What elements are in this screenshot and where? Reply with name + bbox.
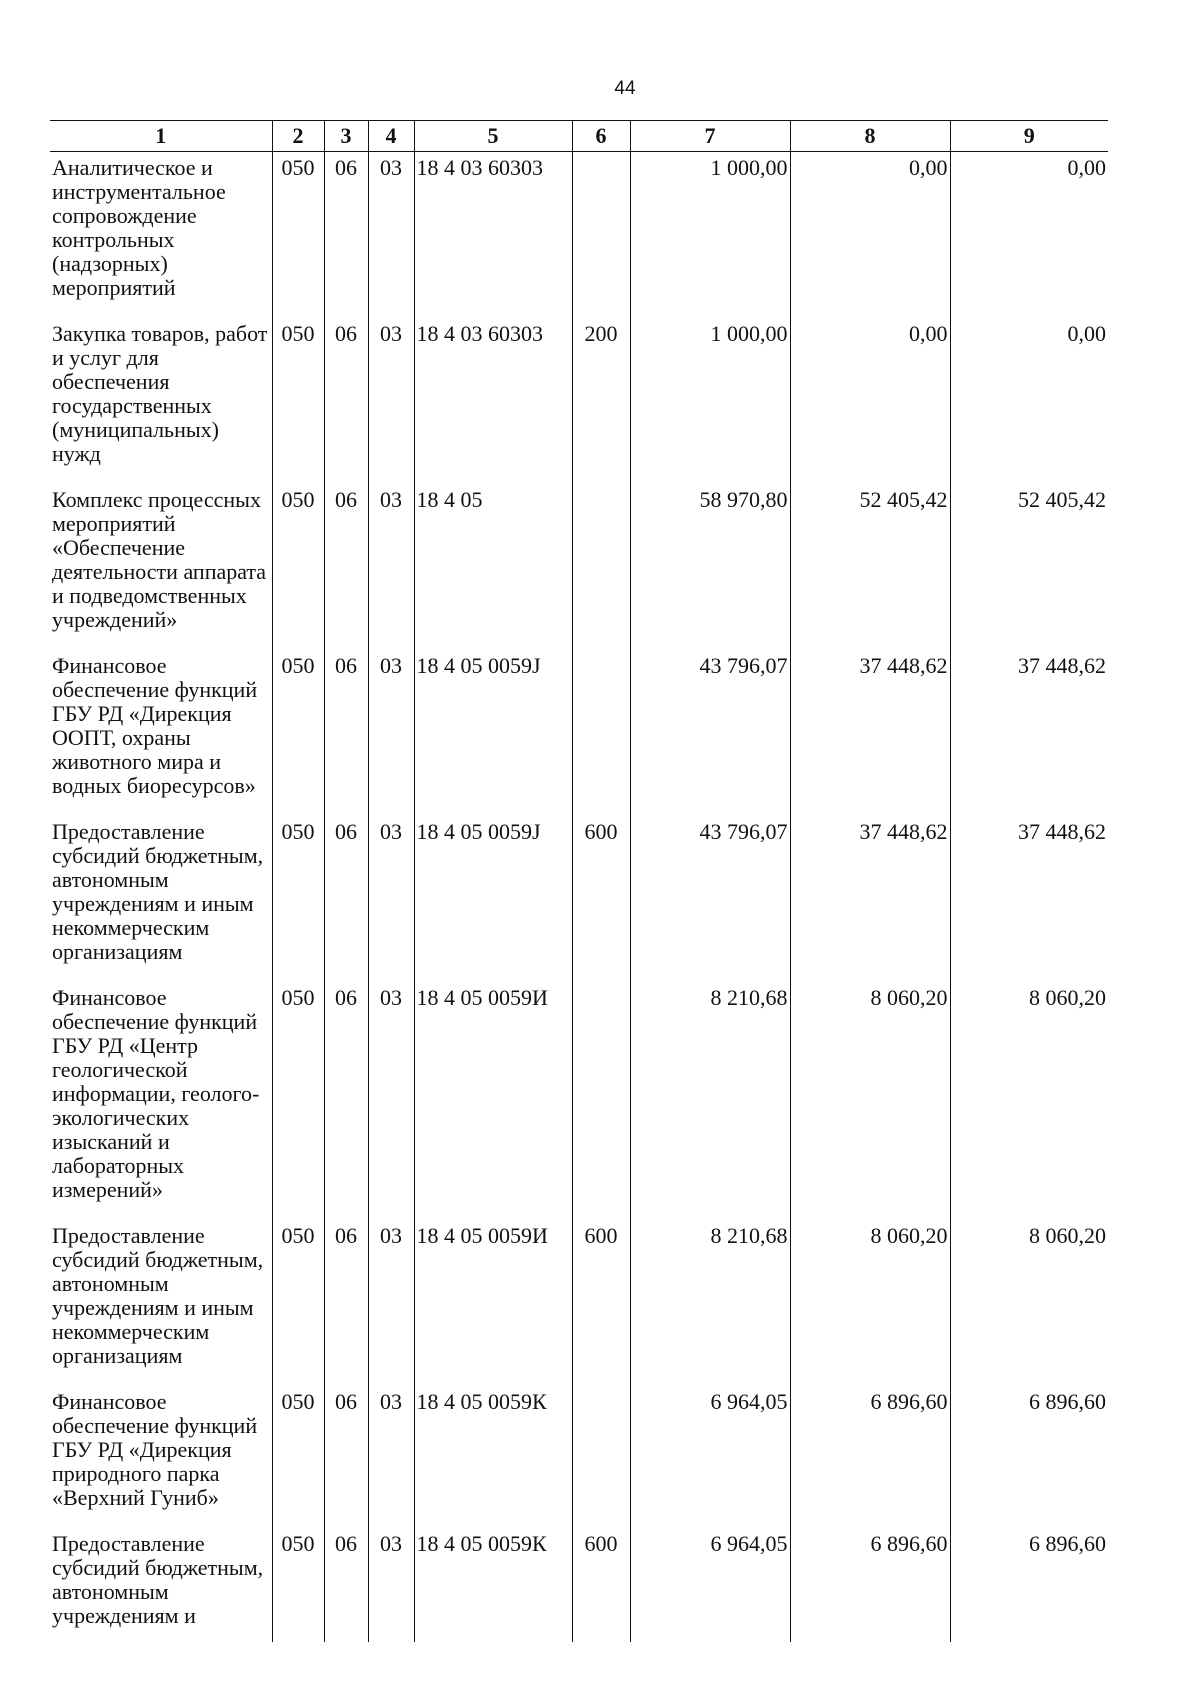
row-col-4: 03	[368, 1386, 414, 1528]
row-col-3: 06	[324, 152, 368, 319]
table-row	[50, 650, 1108, 816]
header-cell-7: 7	[630, 121, 790, 152]
row-name: Комплекс процессных мероприятий «Обеспечение деятельности аппарата и подведомственных учреждений»	[52, 487, 267, 632]
table-row	[50, 1386, 1108, 1528]
row-col-4: 03	[368, 816, 414, 982]
row-col-4: 03	[368, 982, 414, 1220]
row-col-5: 18 4 05	[414, 484, 572, 650]
row-name: Финансовое обеспечение функций ГБУ РД «Дирекция природного парка «Верхний Гуниб»	[52, 1389, 258, 1510]
header-cell-3: 3	[324, 121, 368, 152]
row-col-9: 52 405,42	[950, 484, 1108, 650]
row-col-2: 050	[272, 816, 324, 982]
header-cell-5: 5	[414, 121, 572, 152]
row-col-6	[572, 1386, 630, 1528]
row-col-9: 6 896,60	[950, 1386, 1108, 1528]
row-col-3: 06	[324, 1220, 368, 1386]
table-row	[50, 816, 1108, 982]
row-col-6	[572, 484, 630, 650]
row-col-4: 03	[368, 1220, 414, 1386]
row-col-5: 18 4 05 0059К	[414, 1386, 572, 1528]
row-name: Аналитическое и инструментальное сопровождение контрольных (надзорных) мероприятий	[52, 155, 226, 300]
row-col-7: 6 964,05	[630, 1386, 790, 1528]
table-row	[50, 1220, 1108, 1386]
row-col-2: 050	[272, 152, 324, 319]
row-col-3: 06	[324, 650, 368, 816]
header-cell-2: 2	[272, 121, 324, 152]
row-col-2: 050	[272, 484, 324, 650]
row-col-4: 03	[368, 1528, 414, 1642]
row-col-9: 0,00	[950, 152, 1108, 319]
budget-table	[50, 120, 1108, 1642]
row-col-5: 18 4 05 0059К	[414, 1528, 572, 1642]
row-col-9: 37 448,62	[950, 650, 1108, 816]
row-col-6	[572, 982, 630, 1220]
row-col-8: 37 448,62	[790, 816, 950, 982]
row-col-7: 58 970,80	[630, 484, 790, 650]
row-col-6	[572, 650, 630, 816]
row-col-2: 050	[272, 982, 324, 1220]
row-col-9: 8 060,20	[950, 1220, 1108, 1386]
row-col-6: 200	[572, 318, 630, 484]
row-col-6: 600	[572, 1528, 630, 1642]
row-col-8: 8 060,20	[790, 982, 950, 1220]
table-row	[50, 982, 1108, 1220]
row-col-8: 52 405,42	[790, 484, 950, 650]
row-col-4: 03	[368, 152, 414, 319]
row-name: Предоставление субсидий бюджетным, автономным учреждениям и иным некоммерческим организациям	[52, 819, 264, 964]
row-col-2: 050	[272, 1220, 324, 1386]
row-col-2: 050	[272, 650, 324, 816]
header-cell-4: 4	[368, 121, 414, 152]
row-col-5: 18 4 03 60303	[414, 152, 572, 319]
row-col-7: 8 210,68	[630, 1220, 790, 1386]
row-col-7: 43 796,07	[630, 816, 790, 982]
row-col-3: 06	[324, 484, 368, 650]
table-row	[50, 152, 1108, 319]
row-col-6	[572, 152, 630, 319]
header-row	[50, 121, 1108, 152]
row-col-5: 18 4 05 0059J	[414, 816, 572, 982]
row-name: Предоставление субсидий бюджетным, автономным учреждениям и иным некоммерческим организациям	[52, 1223, 264, 1368]
row-col-5: 18 4 05 0059J	[414, 650, 572, 816]
header-cell-1: 1	[50, 121, 272, 152]
row-col-8: 0,00	[790, 152, 950, 319]
header-cell-8: 8	[790, 121, 950, 152]
table-row	[50, 318, 1108, 484]
row-col-2: 050	[272, 1528, 324, 1642]
row-col-9: 8 060,20	[950, 982, 1108, 1220]
row-col-3: 06	[324, 816, 368, 982]
row-name: Предоставление субсидий бюджетным, автономным учреждениям и	[52, 1531, 264, 1628]
row-col-2: 050	[272, 1386, 324, 1528]
row-col-7: 1 000,00	[630, 152, 790, 319]
row-col-7: 6 964,05	[630, 1528, 790, 1642]
row-col-5: 18 4 05 0059И	[414, 1220, 572, 1386]
page-number: 44	[614, 78, 636, 99]
row-col-8: 6 896,60	[790, 1386, 950, 1528]
row-col-6: 600	[572, 1220, 630, 1386]
row-col-8: 6 896,60	[790, 1528, 950, 1642]
table-row	[50, 484, 1108, 650]
row-col-9: 6 896,60	[950, 1528, 1108, 1642]
row-col-4: 03	[368, 484, 414, 650]
row-name: Закупка товаров, работ и услуг для обеспечения государственных (муниципальных) нужд	[52, 321, 268, 466]
row-col-5: 18 4 05 0059И	[414, 982, 572, 1220]
row-col-8: 0,00	[790, 318, 950, 484]
header-cell-9: 9	[950, 121, 1108, 152]
row-col-5: 18 4 03 60303	[414, 318, 572, 484]
header-cell-6: 6	[572, 121, 630, 152]
row-col-8: 8 060,20	[790, 1220, 950, 1386]
row-col-7: 8 210,68	[630, 982, 790, 1220]
row-col-3: 06	[324, 982, 368, 1220]
row-col-9: 37 448,62	[950, 816, 1108, 982]
row-col-3: 06	[324, 318, 368, 484]
row-col-6: 600	[572, 816, 630, 982]
row-col-8: 37 448,62	[790, 650, 950, 816]
row-col-3: 06	[324, 1386, 368, 1528]
row-col-2: 050	[272, 318, 324, 484]
row-col-7: 1 000,00	[630, 318, 790, 484]
row-name: Финансовое обеспечение функций ГБУ РД «Центр геологической информации, геолого-экологических изысканий и лабораторных измерений»	[52, 985, 260, 1202]
row-col-7: 43 796,07	[630, 650, 790, 816]
table-row	[50, 1528, 1108, 1642]
row-col-9: 0,00	[950, 318, 1108, 484]
row-col-4: 03	[368, 318, 414, 484]
row-name: Финансовое обеспечение функций ГБУ РД «Дирекция ООПТ, охраны животного мира и водных биоресурсов»	[52, 653, 258, 798]
row-col-3: 06	[324, 1528, 368, 1642]
row-col-4: 03	[368, 650, 414, 816]
